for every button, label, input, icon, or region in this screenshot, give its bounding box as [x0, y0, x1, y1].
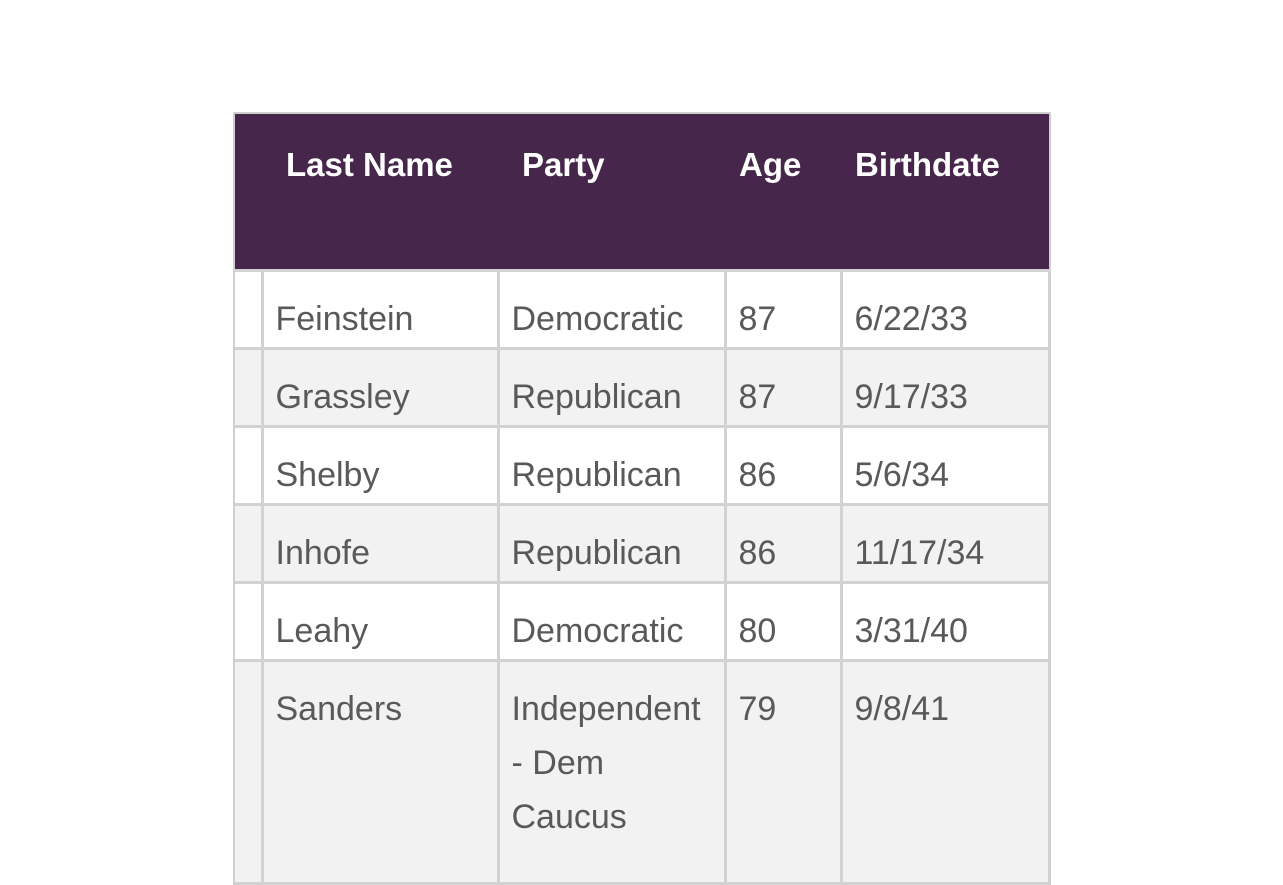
cell-age: 86	[725, 426, 841, 504]
header-spacer	[235, 114, 262, 270]
header-age: Age	[739, 146, 802, 183]
table-row	[235, 582, 1049, 660]
table-row	[235, 348, 1049, 426]
row-spacer	[235, 582, 262, 660]
row-spacer	[235, 504, 262, 582]
cell-last-name: Feinstein	[262, 270, 498, 348]
senators-table-container	[233, 112, 1051, 885]
header-last-name: Last Name	[286, 146, 453, 183]
cell-birthdate: 5/6/34	[841, 426, 1049, 504]
cell-birthdate: 6/22/33	[841, 270, 1049, 348]
header-birthdate: Birthdate	[855, 146, 1000, 183]
cell-age: 87	[725, 270, 841, 348]
table-row	[235, 426, 1049, 504]
cell-party: Democratic	[498, 582, 725, 660]
row-spacer	[235, 348, 262, 426]
header-row	[235, 114, 1049, 270]
cell-last-name: Sanders	[262, 660, 498, 883]
cell-party: Democratic	[498, 270, 725, 348]
cell-birthdate: 9/17/33	[841, 348, 1049, 426]
cell-party: Republican	[498, 426, 725, 504]
cell-last-name: Shelby	[262, 426, 498, 504]
table-row	[235, 270, 1049, 348]
cell-party: Republican	[498, 504, 725, 582]
row-spacer	[235, 660, 262, 883]
cell-last-name: Leahy	[262, 582, 498, 660]
table-body	[235, 270, 1049, 883]
cell-age: 86	[725, 504, 841, 582]
table-row	[235, 504, 1049, 582]
cell-party: Independent - Dem Caucus	[498, 660, 725, 883]
table-header	[235, 114, 1049, 270]
cell-birthdate: 11/17/34	[841, 504, 1049, 582]
row-spacer	[235, 426, 262, 504]
row-spacer	[235, 270, 262, 348]
cell-birthdate: 9/8/41	[841, 660, 1049, 883]
cell-last-name: Grassley	[262, 348, 498, 426]
header-party: Party	[522, 146, 605, 183]
cell-last-name: Inhofe	[262, 504, 498, 582]
table-row	[235, 660, 1049, 883]
cell-age: 80	[725, 582, 841, 660]
cell-age: 87	[725, 348, 841, 426]
cell-birthdate: 3/31/40	[841, 582, 1049, 660]
cell-age: 79	[725, 660, 841, 883]
senators-table	[235, 114, 1051, 885]
cell-party: Republican	[498, 348, 725, 426]
